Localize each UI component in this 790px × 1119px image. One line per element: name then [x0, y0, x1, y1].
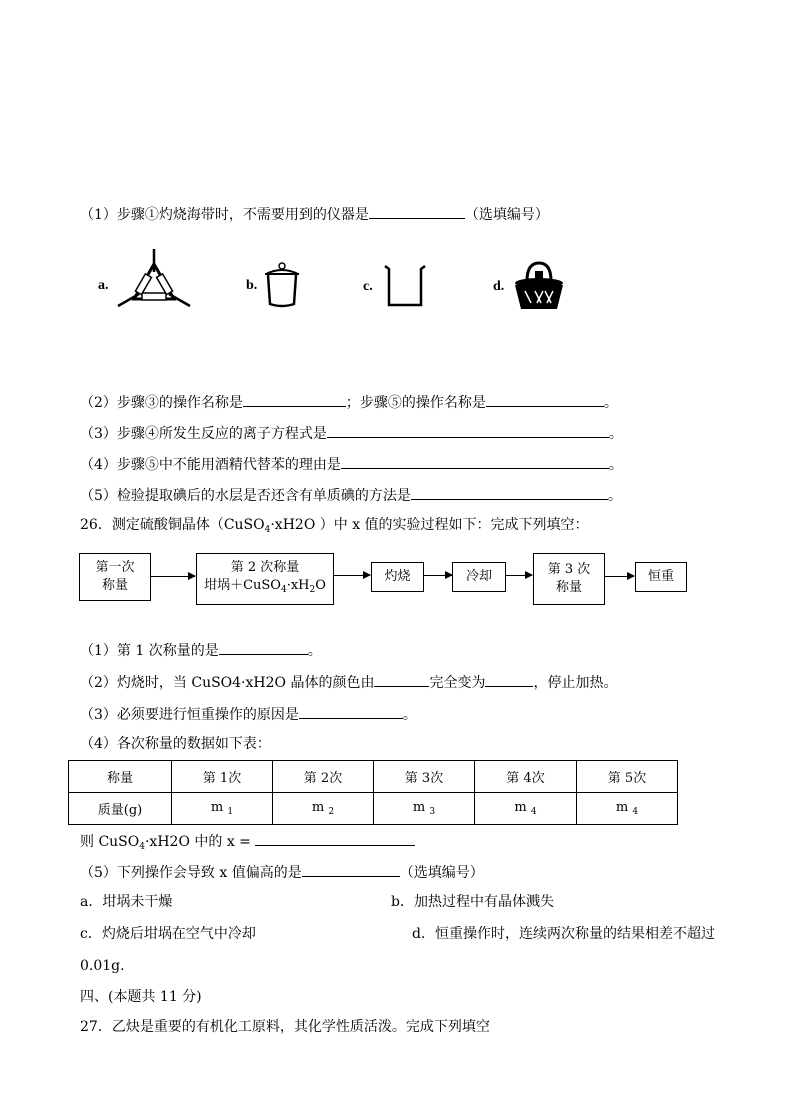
q26-title-a: 26．测定硫酸铜晶体（CuSO: [80, 517, 265, 533]
option-b-text: b．加热过程中有晶体溅失: [391, 894, 554, 910]
formula-sub: 4: [280, 585, 287, 595]
x-line-sub: 4: [139, 842, 145, 852]
table-cell: [172, 793, 273, 825]
mass-subscript: 4: [530, 807, 537, 817]
option-d-text: d．恒重操作时，连续两次称量的结果相差不超过: [412, 926, 715, 942]
q26-part4: [80, 734, 271, 754]
q26-part5: [80, 861, 484, 883]
mass-subscript: 1: [227, 807, 234, 817]
flow-arrow: [334, 575, 370, 576]
answer-blank[interactable]: [299, 703, 403, 719]
flow-step-cool: [452, 562, 506, 592]
flow-step2-title: 第 2 次称量: [230, 560, 300, 575]
flow-step6-text: 恒重: [647, 569, 674, 584]
mass-subscript: 3: [429, 807, 436, 817]
formula-part: 坩埚＋CuSO: [204, 578, 281, 593]
apparatus-label: c.: [363, 279, 373, 294]
answer-blank[interactable]: [369, 203, 465, 219]
q25-part3: [80, 422, 623, 444]
flow-arrow: [151, 576, 195, 577]
mass-symbol: m: [615, 800, 629, 815]
q27-text: 27．乙炔是重要的有机化工原料，其化学性质活泼。完成下列填空: [80, 1019, 490, 1035]
q26-p2-end: ，停止加热。: [533, 675, 618, 691]
formula-sub: 2: [309, 585, 316, 595]
q25-p5-text: （5）检验提取碘后的水层是否还含有单质碘的方法是: [80, 488, 411, 504]
tripod-gauze-icon: [509, 259, 569, 315]
answer-blank[interactable]: [255, 830, 415, 846]
flow-arrow: [424, 575, 452, 576]
answer-blank[interactable]: [243, 391, 346, 407]
q25-part5: [80, 484, 622, 506]
table-header-cell: 第 4次: [475, 761, 577, 793]
apparatus-c-beaker: [363, 263, 433, 313]
flow-arrow: [506, 575, 532, 576]
table-header-cell: 第 5次: [577, 761, 678, 793]
answer-blank[interactable]: [374, 671, 429, 687]
formula-part: O: [315, 578, 326, 593]
q25-p3-end: 。: [608, 426, 623, 442]
table-header-cell: 称量: [69, 761, 172, 793]
q25-p2-text: （2）步骤③的操作名称是: [80, 395, 243, 411]
flow-step5-text: 第 3 次称量: [547, 562, 591, 595]
table-header-cell: 第 2次: [273, 761, 374, 793]
table-cell: [273, 793, 374, 825]
q26-title-b: ·xH2O ）中 x 值的实验过程如下：完成下列填空：: [270, 517, 589, 533]
q27-title: [80, 1017, 490, 1037]
option-d-continued: [80, 956, 125, 976]
clay-triangle-icon: [114, 244, 194, 314]
formula-part: ·xH: [286, 578, 310, 593]
q25-p4-text: （4）步骤⑤中不能用酒精代替苯的理由是: [80, 457, 341, 473]
x-line-b: ·xH2O 中的 x =: [144, 834, 251, 850]
q26-p1-text: （1）第 1 次称量的是: [80, 643, 219, 659]
beaker-icon: [383, 263, 427, 309]
option-a-text: a．坩埚未干燥: [80, 894, 173, 910]
q25-p2-end: 。: [603, 395, 618, 411]
option-d: [412, 924, 715, 944]
answer-blank[interactable]: [485, 671, 533, 687]
mass-symbol: m: [210, 800, 224, 815]
q25-p5-end: 。: [607, 488, 622, 504]
table-row-label: 质量(g): [69, 793, 172, 825]
q25-p4-end: 。: [608, 457, 623, 473]
mass-symbol: m: [412, 800, 426, 815]
section-heading: [80, 987, 202, 1007]
table-header-cell: 第 1次: [172, 761, 273, 793]
flow-step-third-weighing: [533, 553, 605, 605]
q25-p1-text: （1）步骤①灼烧海带时，不需要用到的仪器是: [80, 207, 369, 223]
apparatus-label: b.: [246, 278, 258, 293]
q26-p4-text: （4）各次称量的数据如下表：: [80, 736, 271, 752]
option-b: [391, 892, 554, 912]
table-cell: [475, 793, 577, 825]
flow-arrow: [605, 576, 634, 577]
flow-step-burn: [371, 562, 424, 592]
apparatus-label: d.: [493, 279, 505, 294]
q26-part3: [80, 703, 417, 725]
flow-step2-formula: [204, 577, 326, 599]
mass-symbol: m: [311, 800, 325, 815]
q26-title-sub: 4: [264, 525, 271, 535]
flow-step-first-weighing: [79, 553, 151, 601]
q25-part2: [80, 391, 618, 413]
option-d-cont-text: 0.01g.: [80, 958, 125, 974]
q25-part1: [80, 203, 549, 225]
flow-step4-text: 冷却: [465, 569, 492, 584]
mass-subscript: 4: [632, 807, 639, 817]
table-header-row: [69, 761, 678, 793]
q26-x-line: [80, 830, 415, 857]
mass-symbol: m: [514, 800, 527, 815]
option-a: [80, 892, 172, 912]
option-c-text: c．灼烧后坩埚在空气中冷却: [80, 926, 256, 942]
answer-blank[interactable]: [341, 453, 609, 469]
answer-blank[interactable]: [411, 484, 608, 500]
flow-step-second-weighing: [196, 553, 334, 605]
option-c: [80, 924, 256, 944]
x-line-a: 则 CuSO: [80, 834, 140, 850]
q26-p5-text: （5）下列操作会导致 x 值偏高的是: [80, 865, 302, 881]
answer-blank[interactable]: [327, 422, 609, 438]
q26-part1: [80, 639, 322, 661]
q26-p2-text: （2）灼烧时，当 CuSO4·xH2O 晶体的颜色由: [80, 675, 375, 691]
q26-p1-end: 。: [307, 643, 322, 659]
q25-p2-mid: ；步骤⑤的操作名称是: [345, 395, 486, 411]
table-header-cell: 第 3次: [374, 761, 475, 793]
answer-blank[interactable]: [486, 391, 604, 407]
flow-step3-text: 灼烧: [384, 569, 411, 584]
q26-p2-mid: 完全变为: [429, 675, 486, 691]
mass-subscript: 2: [328, 807, 335, 817]
q26-p3-end: 。: [402, 707, 417, 723]
table-row: [69, 793, 678, 825]
q26-part2: [80, 671, 617, 693]
answer-blank[interactable]: [219, 639, 308, 655]
crucible-icon: [260, 262, 304, 310]
section-heading-text: 四、(本题共 11 分): [80, 989, 202, 1005]
q26-p5-end: （选填编号）: [399, 865, 484, 881]
flow-step1-text: 第一次称量: [95, 560, 135, 593]
apparatus-b-crucible: [246, 262, 316, 312]
table-cell: [577, 793, 678, 825]
q25-p3-text: （3）步骤④所发生反应的离子方程式是: [80, 426, 327, 442]
answer-blank[interactable]: [302, 861, 400, 877]
apparatus-d-tripod: [493, 259, 573, 315]
q26-p3-text: （3）必须要进行恒重操作的原因是: [80, 707, 299, 723]
apparatus-a-clay-triangle: [98, 244, 193, 314]
q26-title: [80, 515, 589, 540]
flow-step-constant-weight: [635, 562, 687, 592]
q25-part4: [80, 453, 623, 475]
q25-p1-suffix: （选填编号）: [464, 207, 549, 223]
apparatus-label: a.: [98, 278, 109, 293]
weighing-table: [68, 760, 678, 825]
table-cell: [374, 793, 475, 825]
